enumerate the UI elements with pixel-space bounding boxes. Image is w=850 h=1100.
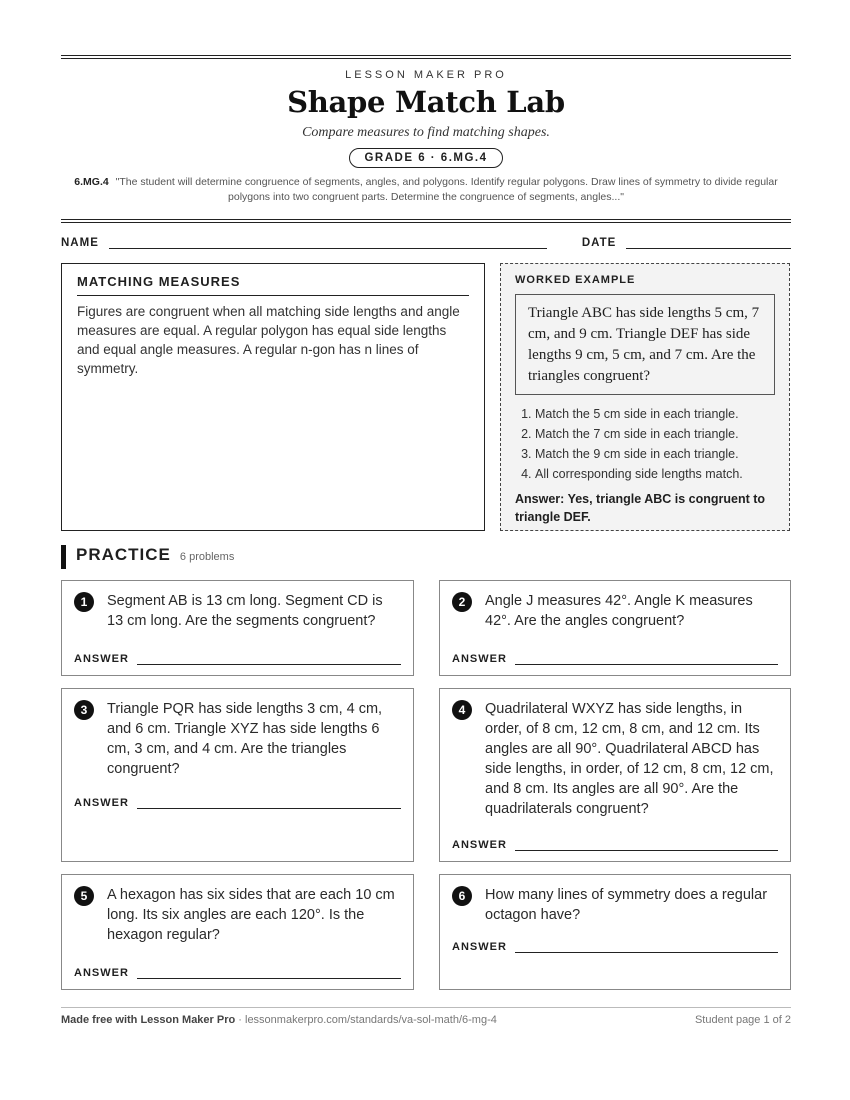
standard-text: "The student will determine congruence of segments, angles, and polygons. Identify regular polygons. Draw lines of symmetry to divide regular polygons into two congruent parts. Determine the congruence of segments, angles..." [115, 176, 778, 203]
standard-code: 6.MG.4 [74, 176, 109, 188]
answer-field[interactable] [515, 840, 778, 851]
answer-field[interactable] [137, 968, 401, 979]
problem-card [61, 874, 414, 990]
problem-number: 6 [452, 886, 472, 906]
problem-text: Quadrilateral WXYZ has side lengths, in order, of 8 cm, 12 cm, 8 cm, and 12 cm. Its angles are all 90°. Quadrilateral ABCD has side lengths, in order, of 12 cm, 8 cm, 12 cm, and 8 cm. Its angles are all 90°. Are the quadrilaterals congruent? [485, 701, 774, 817]
standard-description [61, 175, 791, 205]
page-footer [61, 1007, 791, 1026]
name-field[interactable] [109, 236, 547, 249]
answer-field[interactable] [515, 654, 778, 665]
problem-card [61, 580, 414, 676]
problem-card [439, 688, 791, 862]
footer-page-number: Student page 1 of 2 [694, 1014, 791, 1026]
answer-label: ANSWER [74, 797, 129, 809]
date-label: DATE [581, 237, 617, 249]
worked-example-answer: Answer: Yes, triangle ABC is congruent to triangle DEF. [515, 492, 766, 524]
answer-label: ANSWER [452, 839, 507, 851]
page-subtitle: Compare measures to find matching shapes. [302, 125, 550, 140]
page-title: Shape Match Lab [287, 85, 565, 119]
worked-example-title: WORKED EXAMPLE [515, 274, 636, 286]
problem-number: 2 [452, 592, 472, 612]
top-rule [61, 55, 791, 59]
problem-number: 5 [74, 886, 94, 906]
example-step: 1. Match the 5 cm side in each triangle. [535, 404, 775, 424]
problem-card [439, 580, 791, 676]
problem-number: 4 [452, 700, 472, 720]
answer-label: ANSWER [74, 967, 129, 979]
problem-text: Segment AB is 13 cm long. Segment CD is 13 cm long. Are the segments congruent? [107, 593, 383, 629]
practice-count: 6 problems [179, 551, 235, 563]
answer-field[interactable] [137, 654, 401, 665]
brand-name: LESSON MAKER PRO [345, 69, 507, 81]
practice-header [61, 545, 791, 569]
practice-accent-bar [61, 545, 66, 569]
answer-label: ANSWER [74, 653, 129, 665]
practice-grid [61, 580, 791, 990]
date-field[interactable] [626, 236, 791, 249]
footer-credit [61, 1014, 497, 1026]
answer-field[interactable] [137, 798, 401, 809]
problem-text: Triangle PQR has side lengths 3 cm, 4 cm, and 6 cm. Triangle XYZ has side lengths 6 cm, 3 cm, and 4 cm. Are the triangles congruent? [107, 701, 383, 777]
matching-measures-title: MATCHING MEASURES [77, 274, 469, 296]
matching-measures-box [61, 263, 485, 531]
example-step: 3. Match the 9 cm side in each triangle. [535, 444, 775, 464]
grade-badge: GRADE 6 · 6.MG.4 [349, 148, 502, 168]
answer-field[interactable] [515, 942, 778, 953]
worked-example-steps [515, 404, 775, 484]
matching-measures-text: Figures are congruent when all matching side lengths and angle measures are equal. A regular polygon has equal side lengths and equal angle measures. A regular n-gon has n lines of symmetry. [77, 304, 460, 376]
name-date-row [61, 236, 791, 249]
problem-number: 3 [74, 700, 94, 720]
example-step: 2. Match the 7 cm side in each triangle. [535, 424, 775, 444]
answer-label: ANSWER [452, 653, 507, 665]
worked-example-box [500, 263, 790, 531]
footer-url[interactable]: · lessonmakerpro.com/standards/va-sol-math/6-mg-4 [235, 1014, 497, 1026]
problem-text: How many lines of symmetry does a regular octagon have? [485, 887, 768, 923]
footer-made-by: Made free with Lesson Maker Pro [61, 1014, 236, 1026]
problem-card [61, 688, 414, 862]
example-step: 4. All corresponding side lengths match. [535, 464, 775, 484]
problem-text: A hexagon has six sides that are each 10 cm long. Its six angles are each 120°. Is the hexagon regular? [107, 887, 395, 943]
header-rule [61, 219, 791, 223]
problem-text: Angle J measures 42°. Angle K measures 42°. Are the angles congruent? [485, 593, 753, 629]
problem-number: 1 [74, 592, 94, 612]
practice-title: PRACTICE [76, 545, 171, 564]
worksheet-page [61, 55, 791, 990]
worked-example-question: Triangle ABC has side lengths 5 cm, 7 cm, and 9 cm. Triangle DEF has side lengths 9 cm, 5 cm, and 7 cm. Are the triangles congruent? [515, 294, 775, 395]
answer-label: ANSWER [452, 941, 507, 953]
problem-card [439, 874, 791, 990]
name-label: NAME [61, 237, 99, 249]
